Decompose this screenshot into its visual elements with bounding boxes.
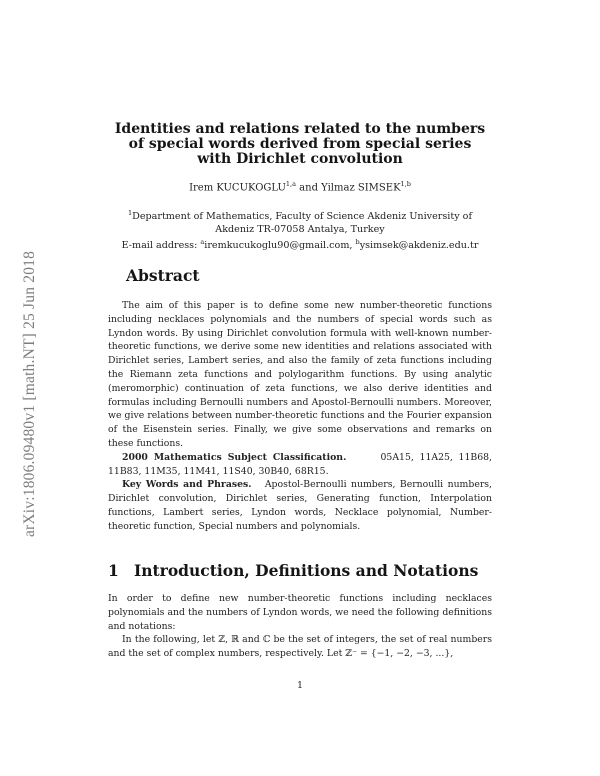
arxiv-stamp-text: arXiv:1806.09480v1 [math.NT] 25 Jun 2018 <box>21 250 38 538</box>
email-sup: a <box>200 238 205 247</box>
page-number: 1 <box>296 680 304 691</box>
keywords-value: Apostol-Bernoulli numbers, Bernoulli numbers, Dirichlet convolution, Dirichlet series, Generating function, Interpolation functions, Lambert series, Lyndon words, Necklace polynomial, Number-theoretic function, Special numbers and polynomials. <box>108 479 492 532</box>
affil-line: Department of Mathematics, Faculty of Science Akdeniz University of <box>132 211 473 223</box>
email-sup: b <box>355 238 360 247</box>
section-heading <box>108 561 478 580</box>
msc-label: 2000 Mathematics Subject Classification. <box>122 451 347 463</box>
authors <box>100 180 500 193</box>
author-sup: 1,b <box>400 180 411 188</box>
keywords-line <box>108 478 492 533</box>
email-address[interactable]: ysimsek@akdeniz.edu.tr <box>359 240 479 252</box>
section-number: 1 <box>108 561 119 580</box>
msc-line <box>108 451 492 479</box>
abstract-body <box>108 299 492 534</box>
author-name: Yilmaz SIMSEK <box>321 182 401 194</box>
abstract-heading: Abstract <box>126 266 200 285</box>
title-line: with Dirichlet convolution <box>197 151 403 167</box>
email-address[interactable]: iremkucukoglu90@gmail.com, <box>204 240 356 252</box>
paragraph: In order to define new number-theoretic functions including necklaces polynomials and the numbers of Lyndon words, we need the following definitions and notations: <box>108 593 492 632</box>
affiliation <box>100 207 500 252</box>
section-title: Introduction, Definitions and Notations <box>134 561 479 580</box>
author-sup: 1,a <box>285 180 296 188</box>
authors-and: and <box>296 182 322 194</box>
paper-title <box>100 122 500 167</box>
email-label: E-mail address: <box>121 240 201 252</box>
title-line: Identities and relations related to the numbers <box>114 121 486 137</box>
msc-value: 05A15, 11A25, 11B68, 11B83, 11M35, 11M41, 11S40, 30B40, 68R15. <box>108 451 492 477</box>
title-line: of special words derived from special series <box>128 136 472 152</box>
section-body <box>108 592 492 661</box>
affil-line: Akdeniz TR-07058 Antalya, Turkey <box>215 224 385 236</box>
paragraph: In the following, let ℤ, ℝ and ℂ be the set of integers, the set of real numbers and the set of complex numbers, respectively. Let ℤ⁻ = {−1, −2, −3, ...}, <box>108 634 492 660</box>
author-name: Irem KUCUKOGLU <box>189 182 286 194</box>
email-line <box>100 236 500 252</box>
arxiv-stamp <box>20 194 40 594</box>
abstract-text: The aim of this paper is to define some new number-theoretic functions including necklaces polynomials and the numbers of special words such as Lyndon words. By using Dirichlet convolution formula with well-known number-theoretic functions, we derive some new identities and relations associated with Dirichlet series, Lambert series, and also the family of zeta functions including the Riemann zeta functions and polylogarithm functions. By using analytic (meromorphic) continuation of zeta functions, we also derive identities and formulas including Bernoulli numbers and Apostol-Bernoulli numbers. Moreover, we give relations between number-theoretic functions and the Fourier expansion of the Eisenstein series. Finally, we give some observations and remarks on these functions. <box>108 300 492 449</box>
keywords-label: Key Words and Phrases. <box>122 479 252 491</box>
affil-sup: 1 <box>127 209 133 217</box>
